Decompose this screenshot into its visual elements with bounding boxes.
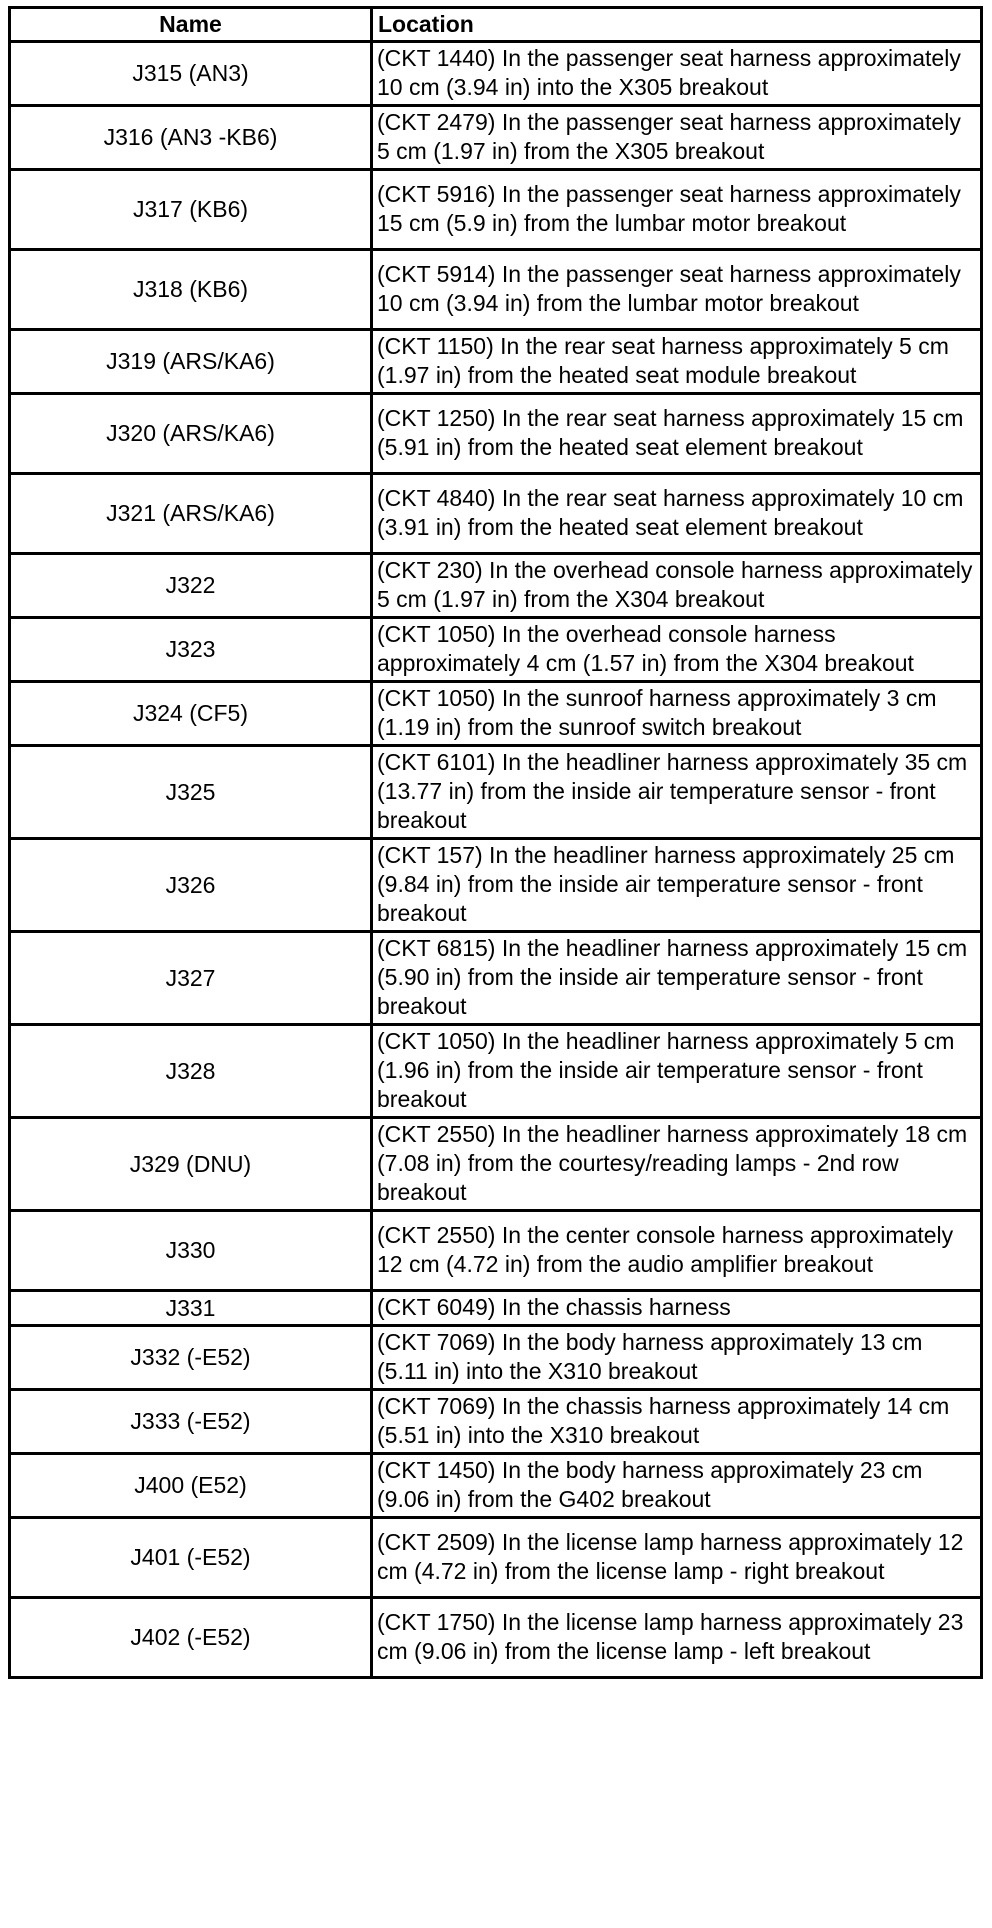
cell-location: (CKT 4840) In the rear seat harness approximately 10 cm (3.91 in) from the heated seat element breakout <box>372 474 982 554</box>
cell-name: J332 (-E52) <box>10 1326 372 1390</box>
table-row <box>10 394 982 474</box>
cell-location: (CKT 1150) In the rear seat harness approximately 5 cm (1.97 in) from the heated seat module breakout <box>372 330 982 394</box>
cell-name: J319 (ARS/KA6) <box>10 330 372 394</box>
table-row <box>10 746 982 839</box>
cell-name: J402 (-E52) <box>10 1598 372 1678</box>
cell-name: J318 (KB6) <box>10 250 372 330</box>
cell-name: J323 <box>10 618 372 682</box>
table-header-row <box>10 8 982 42</box>
cell-name: J321 (ARS/KA6) <box>10 474 372 554</box>
cell-location: (CKT 1250) In the rear seat harness approximately 15 cm (5.91 in) from the heated seat element breakout <box>372 394 982 474</box>
cell-location: (CKT 6101) In the headliner harness approximately 35 cm (13.77 in) from the inside air temperature sensor - front breakout <box>372 746 982 839</box>
cell-location: (CKT 1050) In the headliner harness approximately 5 cm (1.96 in) from the inside air temperature sensor - front breakout <box>372 1025 982 1118</box>
cell-location: (CKT 7069) In the body harness approximately 13 cm (5.11 in) into the X310 breakout <box>372 1326 982 1390</box>
cell-location: (CKT 2550) In the center console harness approximately 12 cm (4.72 in) from the audio amplifier breakout <box>372 1211 982 1291</box>
table-row <box>10 474 982 554</box>
cell-location: (CKT 157) In the headliner harness approximately 25 cm (9.84 in) from the inside air temperature sensor - front breakout <box>372 839 982 932</box>
table-row <box>10 1518 982 1598</box>
table-row <box>10 170 982 250</box>
column-header-location: Location <box>372 8 982 42</box>
cell-name: J327 <box>10 932 372 1025</box>
cell-location: (CKT 5914) In the passenger seat harness approximately 10 cm (3.94 in) from the lumbar motor breakout <box>372 250 982 330</box>
table-row <box>10 682 982 746</box>
cell-name: J324 (CF5) <box>10 682 372 746</box>
cell-location: (CKT 1440) In the passenger seat harness approximately 10 cm (3.94 in) into the X305 breakout <box>372 42 982 106</box>
cell-location: (CKT 2550) In the headliner harness approximately 18 cm (7.08 in) from the courtesy/reading lamps - 2nd row breakout <box>372 1118 982 1211</box>
table-row <box>10 1454 982 1518</box>
cell-location: (CKT 1450) In the body harness approximately 23 cm (9.06 in) from the G402 breakout <box>372 1454 982 1518</box>
table-row <box>10 250 982 330</box>
cell-name: J322 <box>10 554 372 618</box>
table-row <box>10 554 982 618</box>
cell-location: (CKT 230) In the overhead console harness approximately 5 cm (1.97 in) from the X304 breakout <box>372 554 982 618</box>
table-row <box>10 1598 982 1678</box>
cell-location: (CKT 6049) In the chassis harness <box>372 1291 982 1326</box>
table-row <box>10 42 982 106</box>
cell-location: (CKT 1750) In the license lamp harness approximately 23 cm (9.06 in) from the license lamp - left breakout <box>372 1598 982 1678</box>
cell-name: J328 <box>10 1025 372 1118</box>
cell-location: (CKT 2479) In the passenger seat harness approximately 5 cm (1.97 in) from the X305 breakout <box>372 106 982 170</box>
table-row <box>10 1025 982 1118</box>
cell-name: J326 <box>10 839 372 932</box>
splice-location-table <box>8 6 983 1679</box>
cell-name: J320 (ARS/KA6) <box>10 394 372 474</box>
cell-name: J330 <box>10 1211 372 1291</box>
cell-location: (CKT 1050) In the overhead console harness approximately 4 cm (1.57 in) from the X304 breakout <box>372 618 982 682</box>
table-row <box>10 1211 982 1291</box>
cell-location: (CKT 2509) In the license lamp harness approximately 12 cm (4.72 in) from the license lamp - right breakout <box>372 1518 982 1598</box>
table-row <box>10 1326 982 1390</box>
cell-name: J315 (AN3) <box>10 42 372 106</box>
table-body <box>10 42 982 1678</box>
cell-location: (CKT 1050) In the sunroof harness approximately 3 cm (1.19 in) from the sunroof switch breakout <box>372 682 982 746</box>
cell-name: J333 (-E52) <box>10 1390 372 1454</box>
column-header-name: Name <box>10 8 372 42</box>
cell-location: (CKT 7069) In the chassis harness approximately 14 cm (5.51 in) into the X310 breakout <box>372 1390 982 1454</box>
table-row <box>10 1118 982 1211</box>
cell-name: J401 (-E52) <box>10 1518 372 1598</box>
table-row <box>10 839 982 932</box>
table-row <box>10 330 982 394</box>
cell-name: J325 <box>10 746 372 839</box>
cell-location: (CKT 5916) In the passenger seat harness approximately 15 cm (5.9 in) from the lumbar motor breakout <box>372 170 982 250</box>
cell-name: J400 (E52) <box>10 1454 372 1518</box>
table-row <box>10 106 982 170</box>
cell-name: J317 (KB6) <box>10 170 372 250</box>
table-row <box>10 1390 982 1454</box>
splice-location-table-wrapper <box>8 6 980 1679</box>
table-row <box>10 932 982 1025</box>
table-row <box>10 1291 982 1326</box>
cell-name: J329 (DNU) <box>10 1118 372 1211</box>
cell-location: (CKT 6815) In the headliner harness approximately 15 cm (5.90 in) from the inside air temperature sensor - front breakout <box>372 932 982 1025</box>
cell-name: J316 (AN3 -KB6) <box>10 106 372 170</box>
cell-name: J331 <box>10 1291 372 1326</box>
table-row <box>10 618 982 682</box>
